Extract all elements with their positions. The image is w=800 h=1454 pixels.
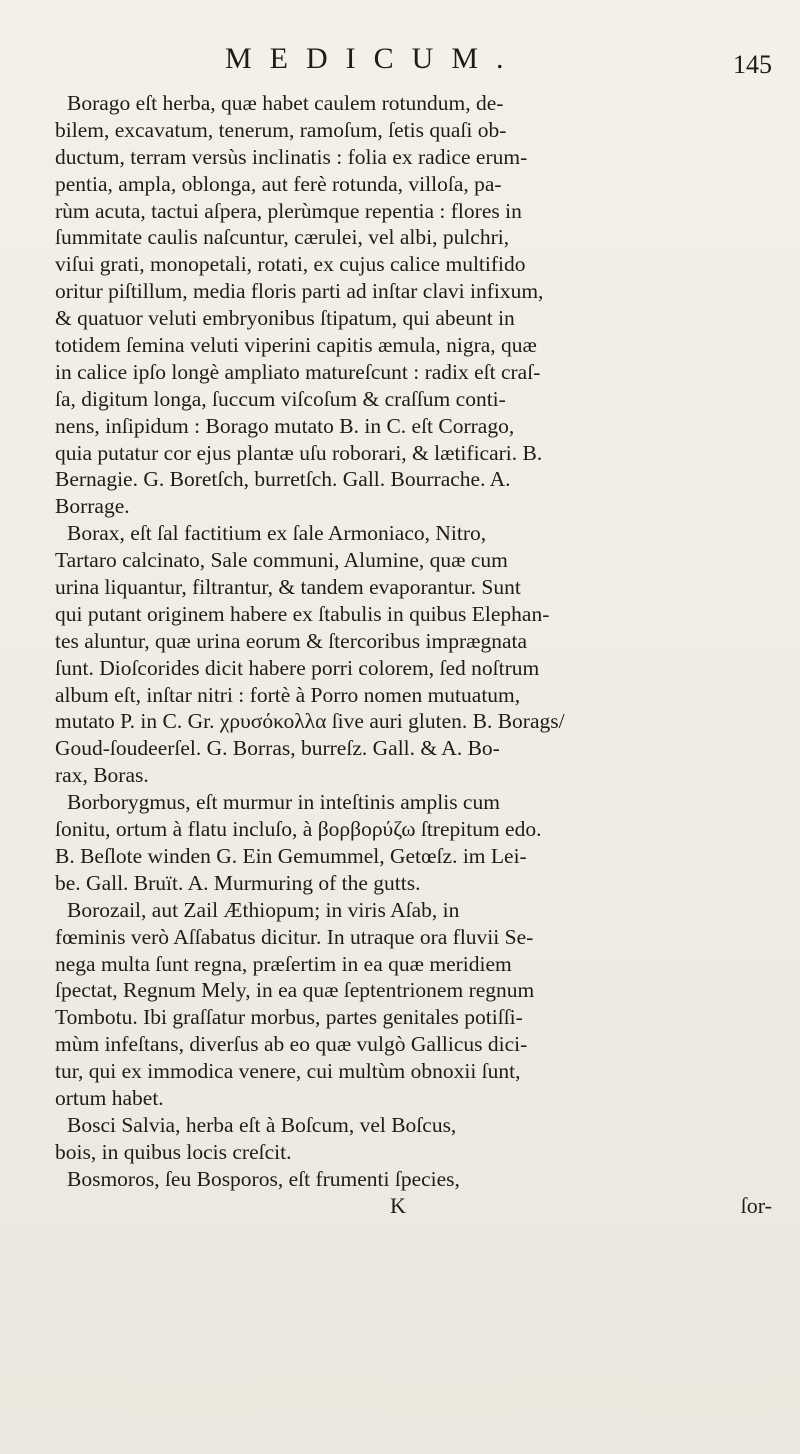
- text-line: Bernagie. G. Boretſch, burretſch. Gall. Bourrache. A.: [55, 467, 511, 492]
- text-line: mùm infeſtans, diverſus ab eo quæ vulgò Gallicus dici-: [55, 1032, 528, 1057]
- text-line: Borax, eſt ſal factitium ex ſale Armoniaco, Nitro,: [67, 521, 487, 546]
- text-line: ſpectat, Regnum Mely, in ea quæ ſeptentrionem regnum: [55, 978, 535, 1003]
- text-line: be. Gall. Bruït. A. Murmuring of the gutts.: [55, 870, 421, 895]
- text-line: fœminis verò Aſſabatus dicitur. In utraque ora fluvii Se-: [55, 924, 534, 949]
- text-line: album eſt, inſtar nitri : fortè à Porro nomen mutuatum,: [55, 682, 521, 707]
- catchword: ſor-: [740, 1192, 772, 1218]
- text-line: B. Beſlote winden G. Ein Gemummel, Getœſz. im Lei-: [55, 843, 527, 868]
- text-line: tes aluntur, quæ urina eorum & ſtercoribus imprægnata: [55, 628, 528, 653]
- text-line: rax, Boras.: [55, 763, 149, 788]
- text-line: ſonitu, ortum à flatu incluſo, à βορβορύζω ſtrepitum edo.: [55, 817, 542, 842]
- text-line: pentia, ampla, oblonga, aut ferè rotunda, villoſa, pa-: [55, 171, 502, 196]
- text-line: Tartaro calcinato, Sale communi, Alumine, quæ cum: [55, 548, 508, 573]
- text-line: ductum, terram versùs inclinatis : folia ex radice erum-: [55, 144, 528, 169]
- entries-body: [55, 90, 772, 1193]
- text-line: ſummitate caulis naſcuntur, cærulei, vel albi, pulchri,: [55, 225, 510, 250]
- text-line: Tombotu. Ibi graſſatur morbus, partes genitales potiſſi-: [55, 1005, 523, 1030]
- signature-mark: K: [390, 1192, 406, 1218]
- text-line: quia putatur cor ejus plantæ uſu roborari, & lætificari. B.: [55, 440, 543, 465]
- text-line: Bosci Salvia, herba eſt à Boſcum, vel Boſcus,: [67, 1112, 457, 1137]
- text-line: tur, qui ex immodica venere, cui multùm obnoxii ſunt,: [55, 1059, 521, 1084]
- text-line: totidem ſemina veluti viperini capitis æmula, nigra, quæ: [55, 333, 537, 358]
- text-line: bois, in quibus locis creſcit.: [55, 1139, 292, 1164]
- running-title: MEDICUM.: [225, 42, 522, 75]
- page-footer: [55, 1193, 772, 1223]
- text-line: Borozail, aut Zail Æthiopum; in viris Aſab, in: [67, 897, 460, 922]
- text-line: Borborygmus, eſt murmur in inteſtinis amplis cum: [67, 790, 500, 815]
- text-line: qui putant originem habere ex ſtabulis in quibus Elephan-: [55, 601, 550, 626]
- text-line: nens, inſipidum : Borago mutato B. in C. eſt Corrago,: [55, 413, 515, 438]
- text-line: Goud-ſoudeerſel. G. Borras, burreſz. Gall. & A. Bo-: [55, 736, 500, 761]
- text-line: viſui grati, monopetali, rotati, ex cujus calice multifido: [55, 252, 526, 277]
- text-line: mutato P. in C. Gr. χρυσόκολλα ſive auri gluten. B. Borags/: [55, 709, 565, 734]
- text-line: Bosmoros, ſeu Bosporos, eſt frumenti ſpecies,: [67, 1166, 460, 1191]
- page-number: 145: [733, 50, 772, 79]
- text-line: urina liquantur, filtrantur, & tandem evaporantur. Sunt: [55, 575, 521, 600]
- text-line: oritur piſtillum, media floris parti ad inſtar clavi infixum,: [55, 279, 544, 304]
- text-line: Borrage.: [55, 494, 130, 519]
- text-line: ortum habet.: [55, 1085, 164, 1110]
- page-header: [55, 0, 772, 90]
- text-line: bilem, excavatum, tenerum, ramoſum, ſetis quaſi ob-: [55, 117, 507, 142]
- text-line: nega multa ſunt regna, præſertim in ea quæ meridiem: [55, 951, 512, 976]
- text-line: ſa, digitum longa, ſuccum viſcoſum & craſſum conti-: [55, 386, 506, 411]
- text-line: in calice ipſo longè ampliato matureſcunt : radix eſt craſ-: [55, 359, 541, 384]
- text-line: ſunt. Dioſcorides dicit habere porri colorem, ſed noſtrum: [55, 655, 540, 680]
- text-line: rùm acuta, tactui aſpera, plerùmque repentia : flores in: [55, 198, 522, 223]
- text-line: & quatuor veluti embryonibus ſtipatum, qui abeunt in: [55, 306, 515, 331]
- text-line: Borago eſt herba, quæ habet caulem rotundum, de-: [67, 91, 504, 115]
